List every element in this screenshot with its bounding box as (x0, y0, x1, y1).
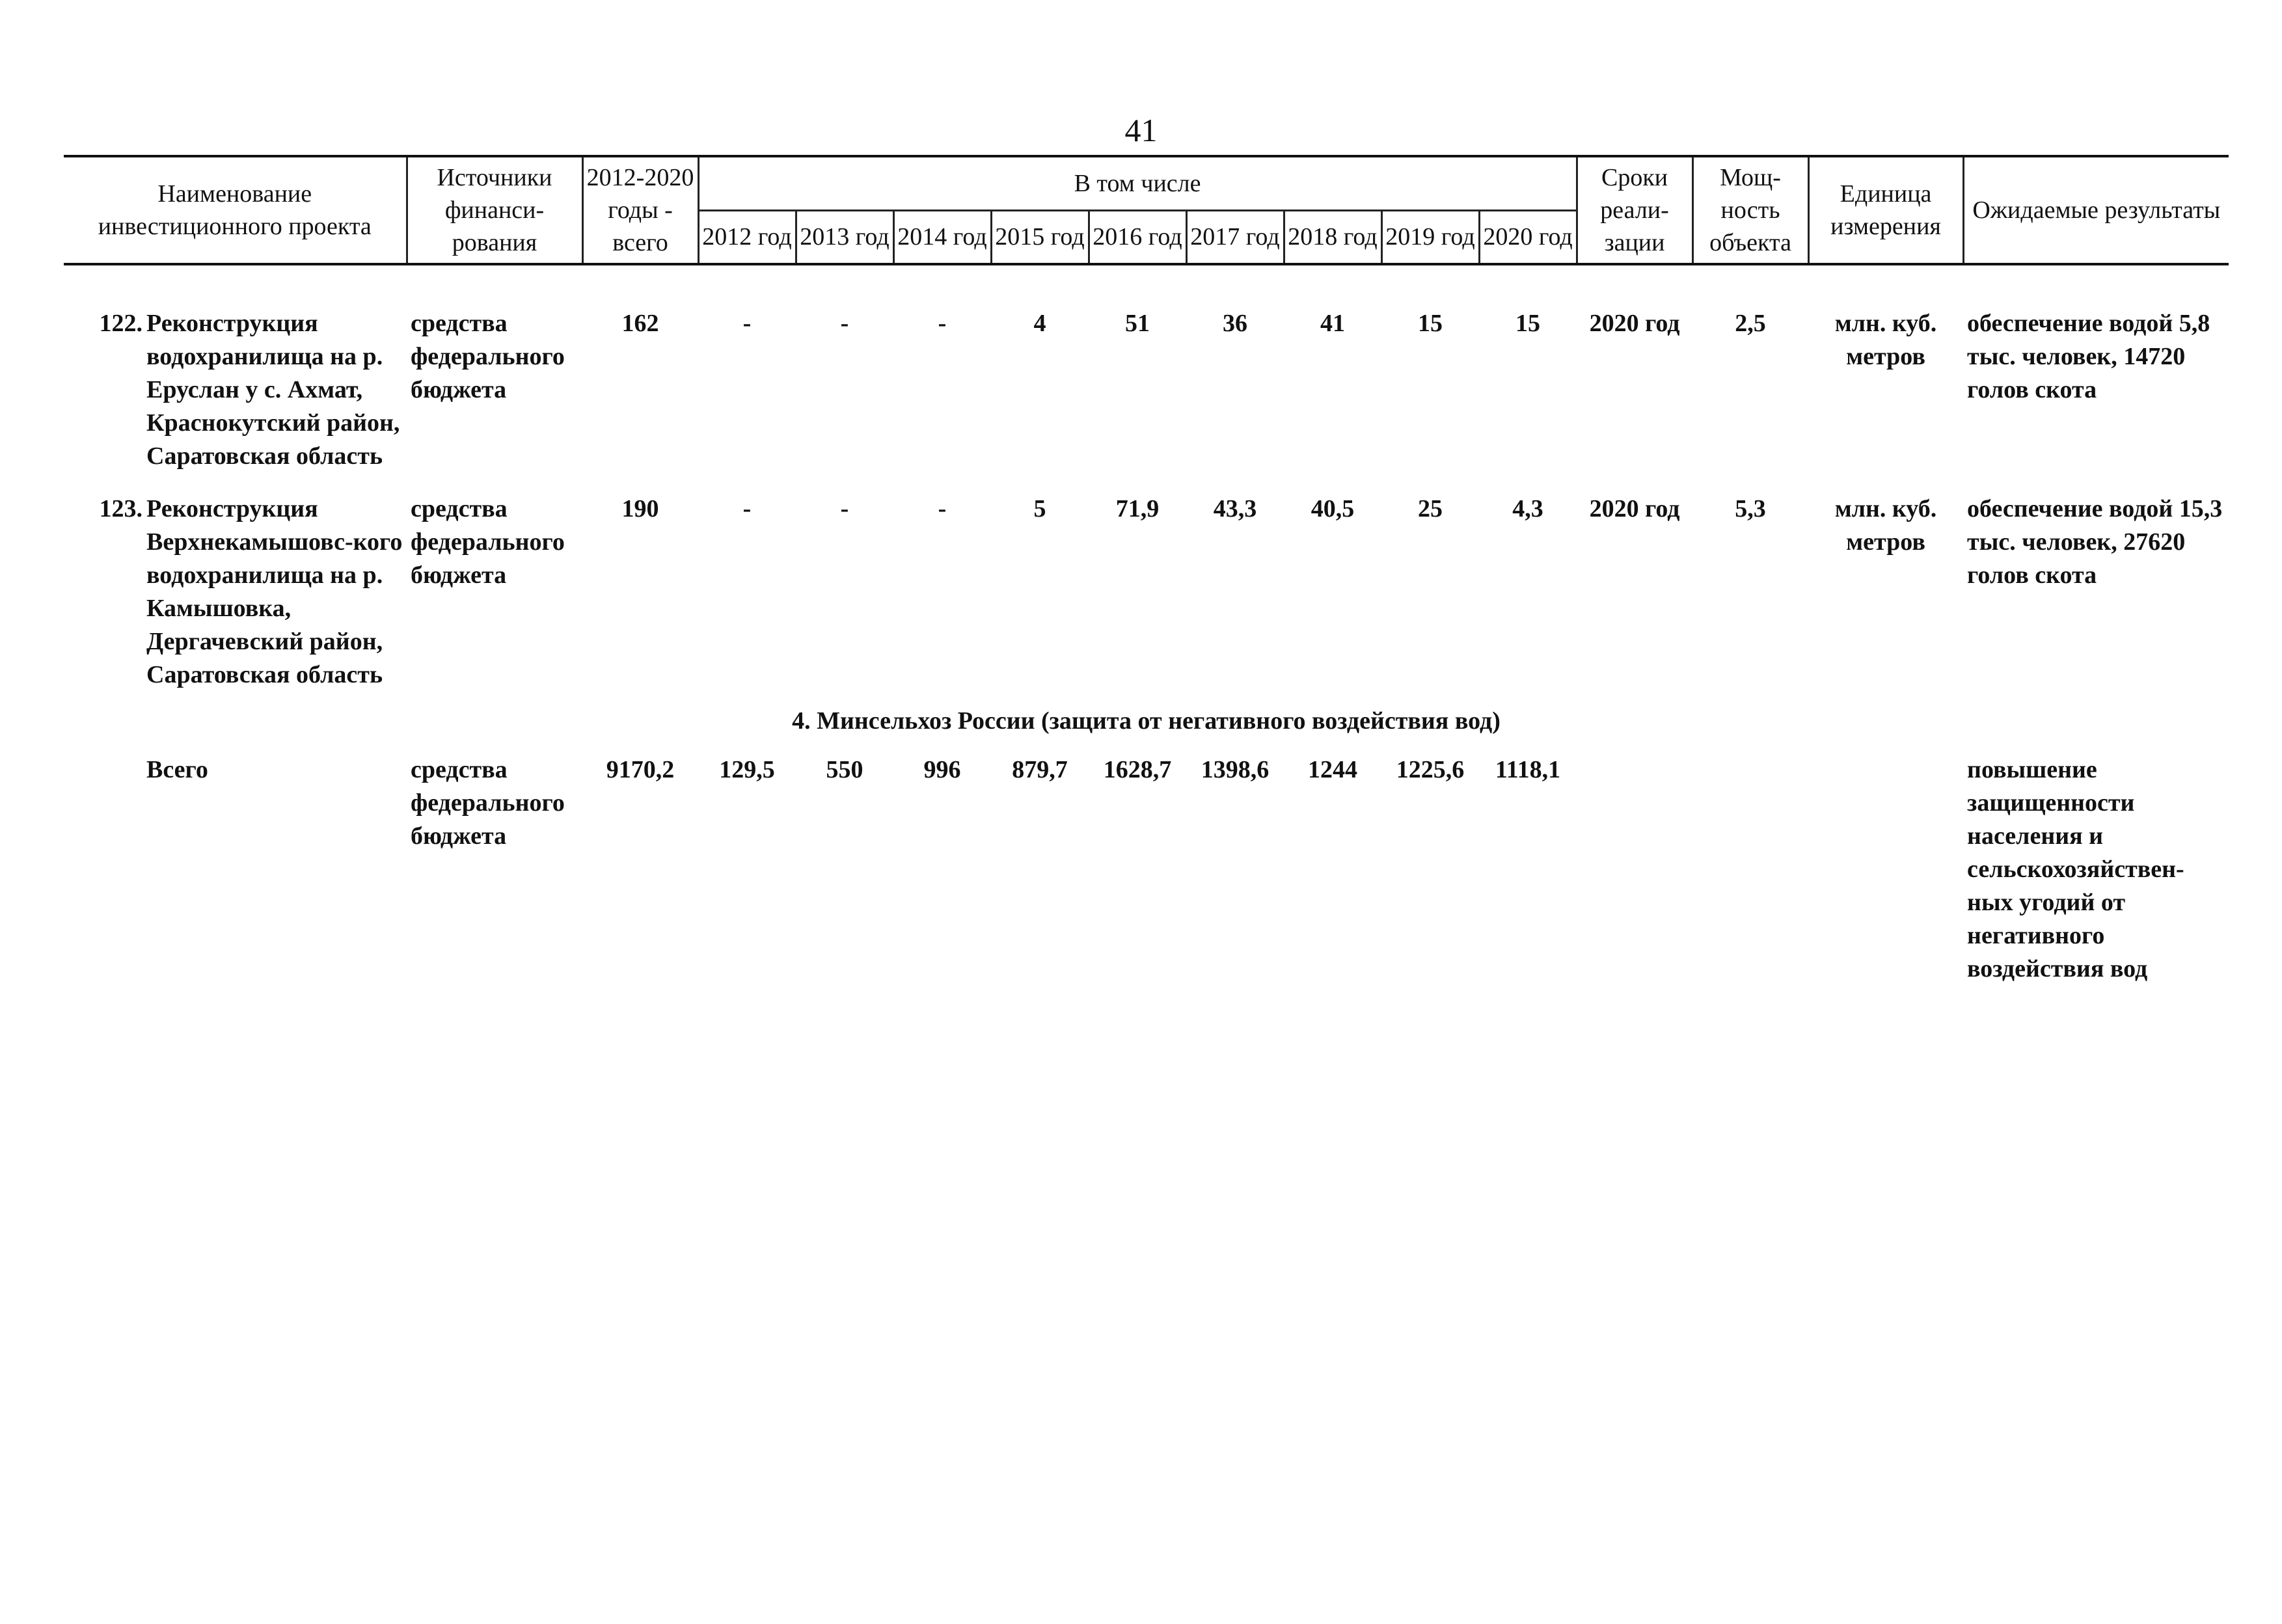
unit-value: млн. куб. метров (1834, 310, 1937, 370)
row-number: 122. (99, 310, 143, 337)
year-value: 51 (1125, 310, 1150, 337)
project-name: Реконструкция Верхнекамышовс-кого водохранилища на р. Камышовка, Дергачевский район, Саратовская область (146, 495, 403, 688)
header-year: 2019 год (1381, 210, 1479, 264)
funding-source: средства федерального бюджета (411, 310, 565, 403)
empty-cell (1692, 753, 1808, 986)
header-unit: Единица измерения (1808, 156, 1963, 264)
total-label: Всего (146, 756, 208, 783)
investment-projects-table (64, 155, 2229, 986)
year-value: 15 (1418, 310, 1443, 337)
header-total: 2012-2020 годы - всего (582, 156, 698, 264)
year-value: 1118,1 (1495, 756, 1561, 783)
year-value: 1628,7 (1103, 756, 1172, 783)
year-value: 996 (923, 756, 961, 783)
table-row (64, 493, 2229, 692)
table-header (64, 156, 2229, 264)
year-value: - (742, 495, 752, 522)
header-capacity: Мощ-ность объекта (1692, 156, 1808, 264)
year-value: 40,5 (1311, 495, 1355, 522)
section-row (64, 692, 2229, 753)
expected-result: обеспечение водой 5,8 тыс. человек, 14720 голов скота (1967, 310, 2210, 403)
header-name: Наименование инвестиционного проекта (64, 156, 407, 264)
header-in-total: В том числе (698, 156, 1577, 210)
implementation-term: 2020 год (1589, 310, 1680, 337)
year-value: 5 (1033, 495, 1046, 522)
header-year: 2017 год (1186, 210, 1284, 264)
year-value: 71,9 (1115, 495, 1160, 522)
year-value: 129,5 (719, 756, 775, 783)
year-value: 15 (1515, 310, 1541, 337)
header-year: 2015 год (991, 210, 1089, 264)
year-value: 41 (1320, 310, 1345, 337)
year-value: 4 (1033, 310, 1046, 337)
year-value: 1398,6 (1201, 756, 1270, 783)
year-value: - (938, 495, 947, 522)
expected-result: повышение защищенности населения и сельскохозяйствен-ных угодий от негативного воздействия вод (1967, 756, 2184, 982)
year-value: - (840, 310, 849, 337)
table-row (64, 307, 2229, 473)
year-value: 25 (1418, 495, 1443, 522)
capacity-value: 5,3 (1735, 495, 1766, 522)
total-value: 162 (621, 310, 659, 337)
empty-cell (1577, 753, 1692, 986)
header-source: Источники финанси-рования (407, 156, 582, 264)
header-terms: Сроки реали-зации (1577, 156, 1692, 264)
year-value: 4,3 (1512, 495, 1543, 522)
expected-result: обеспечение водой 15,3 тыс. человек, 27620 голов скота (1967, 495, 2223, 589)
header-year: 2016 год (1089, 210, 1186, 264)
unit-value: млн. куб. метров (1834, 495, 1937, 556)
year-value: - (938, 310, 947, 337)
year-value: - (742, 310, 752, 337)
header-year: 2012 год (698, 210, 796, 264)
funding-source: средства федерального бюджета (411, 495, 565, 589)
total-value: 190 (621, 495, 659, 522)
year-value: 43,3 (1213, 495, 1257, 522)
page-number: 41 (1124, 112, 1158, 148)
row-number: 123. (99, 495, 143, 522)
header-year: 2020 год (1479, 210, 1577, 264)
empty-cell (1808, 753, 1963, 986)
header-year: 2013 год (796, 210, 893, 264)
capacity-value: 2,5 (1735, 310, 1766, 337)
section-title: 4. Минсельхоз России (защита от негативного воздействия вод) (792, 707, 1501, 735)
header-year: 2014 год (893, 210, 991, 264)
year-value: - (840, 495, 849, 522)
year-value: 1225,6 (1396, 756, 1465, 783)
total-value: 9170,2 (606, 756, 675, 783)
year-value: 1244 (1308, 756, 1357, 783)
implementation-term: 2020 год (1589, 495, 1680, 522)
project-name: Реконструкция водохранилища на р. Еруслан у с. Ахмат, Краснокутский район, Саратовская область (146, 310, 400, 470)
funding-source: средства федерального бюджета (411, 756, 565, 850)
year-value: 36 (1223, 310, 1247, 337)
year-value: 879,7 (1012, 756, 1068, 783)
empty-cell (64, 753, 146, 986)
header-results: Ожидаемые результаты (1963, 156, 2229, 264)
year-value: 550 (826, 756, 863, 783)
header-year: 2018 год (1284, 210, 1381, 264)
total-row (64, 753, 2229, 986)
